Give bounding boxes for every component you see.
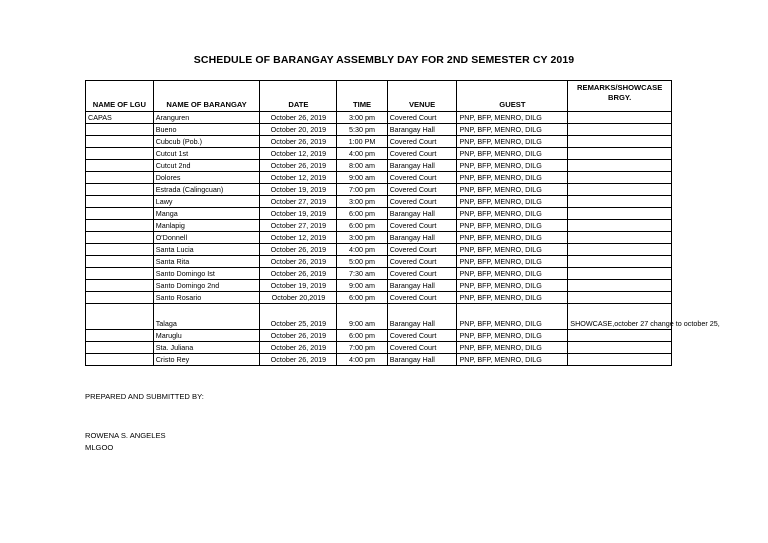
cell-lgu xyxy=(86,184,154,196)
cell-venue: Covered Court xyxy=(387,220,457,232)
cell-lgu xyxy=(86,172,154,184)
signatory-name: ROWENA S. ANGELES xyxy=(85,431,166,440)
cell-venue: Covered Court xyxy=(387,184,457,196)
cell-date: October 12, 2019 xyxy=(260,172,337,184)
cell-date: October 26, 2019 xyxy=(260,354,337,366)
cell-date: October 26, 2019 xyxy=(260,136,337,148)
cell-lgu xyxy=(86,280,154,292)
cell-barangay: Lawy xyxy=(153,196,260,208)
signatory-position: MLGOO xyxy=(85,443,114,452)
cell-venue: Covered Court xyxy=(387,268,457,280)
cell-time: 8:00 am xyxy=(337,160,387,172)
cell-venue: Covered Court xyxy=(387,256,457,268)
cell-venue: Covered Court xyxy=(387,244,457,256)
cell-remarks xyxy=(568,196,672,208)
cell-time: 6:00 pm xyxy=(337,330,387,342)
cell-lgu xyxy=(86,292,154,304)
cell-time: 4:00 pm xyxy=(337,148,387,160)
table-body xyxy=(86,112,720,366)
cell-barangay: Santa Lucia xyxy=(153,244,260,256)
table-row xyxy=(86,148,672,160)
cell-guest: PNP, BFP, MENRO, DILG xyxy=(457,256,568,268)
cell-remarks xyxy=(568,268,672,280)
table-row xyxy=(86,342,672,354)
header-time: TIME xyxy=(337,81,387,112)
cell-guest: PNP, BFP, MENRO, DILG xyxy=(457,124,568,136)
cell-remarks xyxy=(568,354,672,366)
cell-time: 7:00 pm xyxy=(337,342,387,354)
cell-date: October 27, 2019 xyxy=(260,220,337,232)
cell-date: October 26, 2019 xyxy=(260,112,337,124)
table-row xyxy=(86,136,672,148)
cell-lgu xyxy=(86,256,154,268)
cell-guest: PNP, BFP, MENRO, DILG xyxy=(457,354,568,366)
cell-remarks xyxy=(568,172,672,184)
table-row xyxy=(86,280,672,292)
cell-barangay: O'Donnell xyxy=(153,232,260,244)
cell-guest: PNP, BFP, MENRO, DILG xyxy=(457,268,568,280)
cell-date: October 20, 2019 xyxy=(260,124,337,136)
cell-guest: PNP, BFP, MENRO, DILG xyxy=(457,136,568,148)
table-row xyxy=(86,292,672,304)
table-row xyxy=(86,196,672,208)
cell-venue: Covered Court xyxy=(387,148,457,160)
cell-lgu xyxy=(86,124,154,136)
cell-venue: Barangay Hall xyxy=(387,280,457,292)
cell-guest: PNP, BFP, MENRO, DILG xyxy=(457,172,568,184)
cell-lgu xyxy=(86,160,154,172)
table-row xyxy=(86,304,672,330)
cell-date: October 25, 2019 xyxy=(260,304,337,330)
cell-venue: Covered Court xyxy=(387,196,457,208)
cell-lgu xyxy=(86,268,154,280)
cell-date: October 26, 2019 xyxy=(260,244,337,256)
document-title: SCHEDULE OF BARANGAY ASSEMBLY DAY FOR 2ND SEMESTER CY 2019 xyxy=(193,54,575,66)
cell-guest: PNP, BFP, MENRO, DILG xyxy=(457,160,568,172)
cell-guest: PNP, BFP, MENRO, DILG xyxy=(457,232,568,244)
cell-date: October 19, 2019 xyxy=(260,184,337,196)
header-lgu: NAME OF LGU xyxy=(86,81,154,112)
cell-barangay: Santo Rosario xyxy=(153,292,260,304)
cell-guest: PNP, BFP, MENRO, DILG xyxy=(457,244,568,256)
cell-lgu xyxy=(86,136,154,148)
cell-time: 7:30 am xyxy=(337,268,387,280)
table-row xyxy=(86,160,672,172)
table-row xyxy=(86,220,672,232)
cell-barangay: Dolores xyxy=(153,172,260,184)
cell-lgu xyxy=(86,342,154,354)
cell-barangay: Cubcub (Pob.) xyxy=(153,136,260,148)
cell-date: October 19, 2019 xyxy=(260,208,337,220)
cell-time: 9:00 am xyxy=(337,172,387,184)
table-row xyxy=(86,172,672,184)
header-barangay: NAME OF BARANGAY xyxy=(153,81,260,112)
header-venue: VENUE xyxy=(387,81,457,112)
cell-venue: Covered Court xyxy=(387,172,457,184)
table-row xyxy=(86,208,672,220)
table-header-row xyxy=(86,81,672,112)
cell-barangay: Cutcut 1st xyxy=(153,148,260,160)
cell-remarks xyxy=(568,160,672,172)
cell-remarks xyxy=(568,124,672,136)
cell-venue: Barangay Hall xyxy=(387,208,457,220)
cell-time: 4:00 pm xyxy=(337,354,387,366)
cell-lgu xyxy=(86,330,154,342)
cell-barangay: Manga xyxy=(153,208,260,220)
cell-date: October 20,2019 xyxy=(260,292,337,304)
table-row xyxy=(86,268,672,280)
header-remarks xyxy=(568,81,672,112)
cell-remarks xyxy=(568,330,672,342)
cell-guest: PNP, BFP, MENRO, DILG xyxy=(457,330,568,342)
cell-time: 4:00 pm xyxy=(337,244,387,256)
cell-lgu xyxy=(86,354,154,366)
cell-time: 3:00 pm xyxy=(337,196,387,208)
cell-guest: PNP, BFP, MENRO, DILG xyxy=(457,292,568,304)
cell-guest: PNP, BFP, MENRO, DILG xyxy=(457,112,568,124)
cell-guest: PNP, BFP, MENRO, DILG xyxy=(457,148,568,160)
cell-guest: PNP, BFP, MENRO, DILG xyxy=(457,304,568,330)
cell-barangay: Cutcut 2nd xyxy=(153,160,260,172)
cell-barangay: Maruglu xyxy=(153,330,260,342)
cell-date: October 26, 2019 xyxy=(260,256,337,268)
cell-guest: PNP, BFP, MENRO, DILG xyxy=(457,208,568,220)
table-row xyxy=(86,184,672,196)
cell-venue: Barangay Hall xyxy=(387,124,457,136)
table-row xyxy=(86,256,672,268)
cell-guest: PNP, BFP, MENRO, DILG xyxy=(457,220,568,232)
cell-remarks: SHOWCASE,october 27 change to october 25, xyxy=(568,304,672,330)
cell-time: 6:00 pm xyxy=(337,208,387,220)
cell-guest: PNP, BFP, MENRO, DILG xyxy=(457,280,568,292)
cell-barangay: Manlapig xyxy=(153,220,260,232)
cell-venue: Covered Court xyxy=(387,342,457,354)
cell-time: 1:00 PM xyxy=(337,136,387,148)
cell-lgu xyxy=(86,220,154,232)
cell-barangay: Cristo Rey xyxy=(153,354,260,366)
prepared-by-label: PREPARED AND SUBMITTED BY: xyxy=(85,392,204,401)
cell-lgu xyxy=(86,232,154,244)
cell-venue: Barangay Hall xyxy=(387,354,457,366)
cell-remarks xyxy=(568,232,672,244)
cell-venue: Barangay Hall xyxy=(387,232,457,244)
cell-lgu xyxy=(86,148,154,160)
cell-remarks xyxy=(568,244,672,256)
cell-barangay: Santo Domingo Ist xyxy=(153,268,260,280)
cell-date: October 26, 2019 xyxy=(260,160,337,172)
cell-lgu xyxy=(86,304,154,330)
cell-date: October 12, 2019 xyxy=(260,148,337,160)
cell-date: October 12, 2019 xyxy=(260,232,337,244)
cell-remarks xyxy=(568,208,672,220)
cell-remarks xyxy=(568,112,672,124)
cell-time: 3:00 pm xyxy=(337,112,387,124)
cell-time: 9:00 am xyxy=(337,280,387,292)
cell-time: 5:30 pm xyxy=(337,124,387,136)
cell-remarks xyxy=(568,342,672,354)
header-guest: GUEST xyxy=(457,81,568,112)
table-row xyxy=(86,354,672,366)
table-row xyxy=(86,330,672,342)
cell-date: October 26, 2019 xyxy=(260,268,337,280)
header-remarks-line1: REMARKS/SHOWCASE xyxy=(577,83,663,92)
cell-remarks xyxy=(568,256,672,268)
cell-barangay: Aranguren xyxy=(153,112,260,124)
cell-remarks xyxy=(568,148,672,160)
table-row xyxy=(86,244,672,256)
schedule-table xyxy=(85,80,720,366)
cell-lgu: CAPAS xyxy=(86,112,154,124)
cell-venue: Covered Court xyxy=(387,330,457,342)
header-date: DATE xyxy=(260,81,337,112)
cell-time: 5:00 pm xyxy=(337,256,387,268)
cell-venue: Barangay Hall xyxy=(387,160,457,172)
cell-time: 3:00 pm xyxy=(337,232,387,244)
cell-barangay: Sta. Juliana xyxy=(153,342,260,354)
cell-barangay: Santa Rita xyxy=(153,256,260,268)
cell-time: 9:00 am xyxy=(337,304,387,330)
cell-barangay: Talaga xyxy=(153,304,260,330)
table-row xyxy=(86,124,672,136)
cell-remarks xyxy=(568,136,672,148)
cell-venue: Covered Court xyxy=(387,292,457,304)
cell-remarks xyxy=(568,184,672,196)
table-row xyxy=(86,112,672,124)
cell-time: 6:00 pm xyxy=(337,220,387,232)
cell-remarks xyxy=(568,280,672,292)
cell-date: October 19, 2019 xyxy=(260,280,337,292)
cell-barangay: Estrada (Calingcuan) xyxy=(153,184,260,196)
cell-time: 6:00 pm xyxy=(337,292,387,304)
cell-barangay: Santo Domingo 2nd xyxy=(153,280,260,292)
cell-lgu xyxy=(86,208,154,220)
cell-time: 7:00 pm xyxy=(337,184,387,196)
cell-venue: Covered Court xyxy=(387,112,457,124)
cell-guest: PNP, BFP, MENRO, DILG xyxy=(457,342,568,354)
cell-venue: Covered Court xyxy=(387,136,457,148)
table-row xyxy=(86,232,672,244)
cell-lgu xyxy=(86,196,154,208)
cell-remarks xyxy=(568,220,672,232)
cell-remarks xyxy=(568,292,672,304)
cell-guest: PNP, BFP, MENRO, DILG xyxy=(457,196,568,208)
cell-date: October 26, 2019 xyxy=(260,342,337,354)
cell-date: October 27, 2019 xyxy=(260,196,337,208)
cell-lgu xyxy=(86,244,154,256)
cell-guest: PNP, BFP, MENRO, DILG xyxy=(457,184,568,196)
header-remarks-line2: BRGY. xyxy=(608,93,632,102)
cell-date: October 26, 2019 xyxy=(260,330,337,342)
cell-barangay: Bueno xyxy=(153,124,260,136)
cell-venue: Barangay Hall xyxy=(387,304,457,330)
